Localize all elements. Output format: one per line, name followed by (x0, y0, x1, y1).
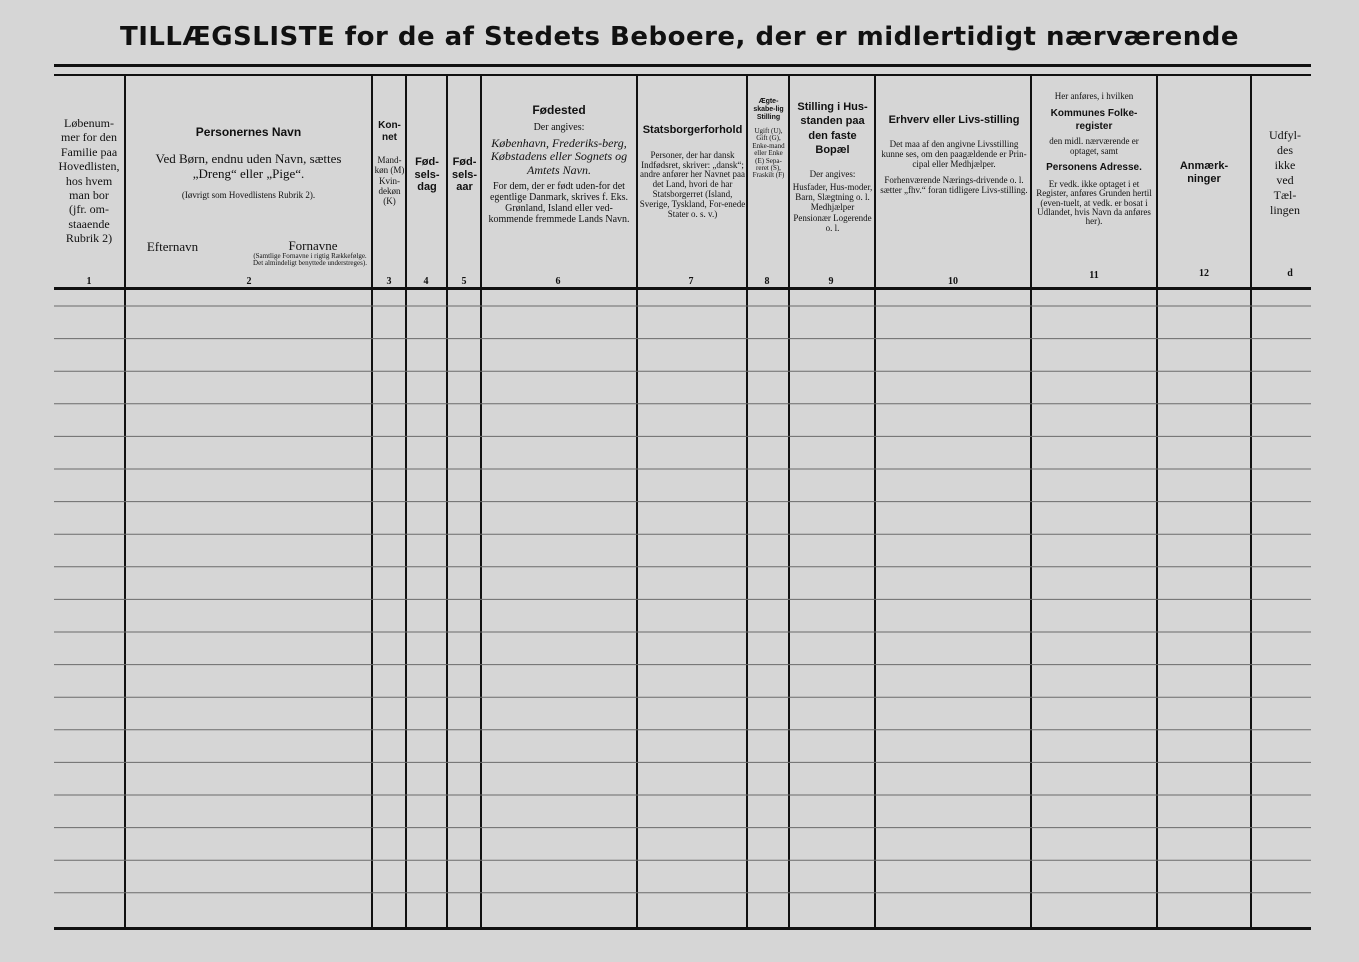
col6-number: 6 (555, 276, 561, 287)
col8-number: 8 (764, 276, 770, 287)
col8-header: Ægte-skabe-lig Stilling Ugift (U), Gift (G), Enke-mand eller Enke (E) Sepa-reret (S), Fraskilt (F) (752, 98, 785, 180)
col-d-number: d (1287, 268, 1293, 279)
col3-header: Kon-net Mand-køn (M) Kvin-dekøn (K) (374, 120, 405, 207)
col5-number: 5 (461, 276, 467, 287)
col11-number: 11 (1089, 270, 1099, 281)
col2-number: 2 (246, 276, 252, 287)
col2-fornavne: Fornavne (288, 238, 338, 253)
col6-header: Fødested Der angives: København, Frederiks-berg, Købstadens eller Sognets og Amtets Navn. For dem, der er født uden-for det egentlige Danmark, skrives f. Eks. Grønland, Island eller ved-kommende fremmede Lands Navn. (488, 103, 630, 225)
col3-number: 3 (386, 276, 392, 287)
col4-header: Fød-sels-dag (414, 156, 440, 194)
col-d-header: Udfyl- des ikke ved Tæl- lingen (1269, 128, 1301, 217)
col5-header: Fød-sels-aar (451, 156, 478, 194)
form-title: TILLÆGSLISTE for de af Stedets Beboere, der er midlertidigt nærværende (119, 22, 1240, 52)
col2-note: (Samtlige Fornavne i rigtig Rækkefølge. Det almindeligt benyttede understreges). (253, 252, 367, 267)
col12-header: Anmærk-ninger (1179, 160, 1229, 185)
col11-header: Her anføres, i hvilken Kommunes Folke-register den midl. nærværende er optaget, samt Personens Adresse. Er vedk. ikke optaget i et Register, anføres Grunden hertil (even-tuelt, at vedk. er bosat i Udlandet, hvis Navn da anføres her). (1036, 91, 1152, 227)
col2-efternavn: Efternavn (146, 239, 199, 254)
col4-number: 4 (423, 276, 429, 287)
col1-number: 1 (86, 276, 92, 287)
col1-header: Løbenum- mer for den Familie paa Hovedlisten, hos hvem man bor (jfr. om- staaende Rubrik 2) (58, 116, 120, 246)
col10-number: 10 (948, 276, 958, 287)
col2-header: Personernes Navn Ved Børn, endnu uden Navn, sættes „Dreng“ eller „Pige“. (Iøvrigt som Hovedlistens Rubrik 2). (155, 125, 342, 200)
col7-header: Statsborgerforhold Personer, der har dansk Indfødsret, skriver: „dansk“; andre anfører her Navnet paa det Land, hvori de har Statsborgerret (Island, Sverige, Tyskland, For-enede Stater o. s. v.) (639, 124, 746, 219)
col9-header: Stilling i Hus-standen paa den faste Bopæl Der angives: Husfader, Hus-moder, Barn, Slægtning o. l. Medhjælper Pensionær Logerende o. l. (792, 101, 873, 233)
col12-number: 12 (1199, 268, 1209, 279)
col7-number: 7 (688, 276, 694, 287)
col10-header: Erhverv eller Livs-stilling Det maa af den angivne Livsstilling kunne ses, om den paagældende er Prin-cipal eller Medhjælper. Forhenværende Nærings-drivende o. l. sætter „fhv.“ foran tidligere Livs-stilling. (880, 114, 1028, 195)
col9-number: 9 (828, 276, 834, 287)
